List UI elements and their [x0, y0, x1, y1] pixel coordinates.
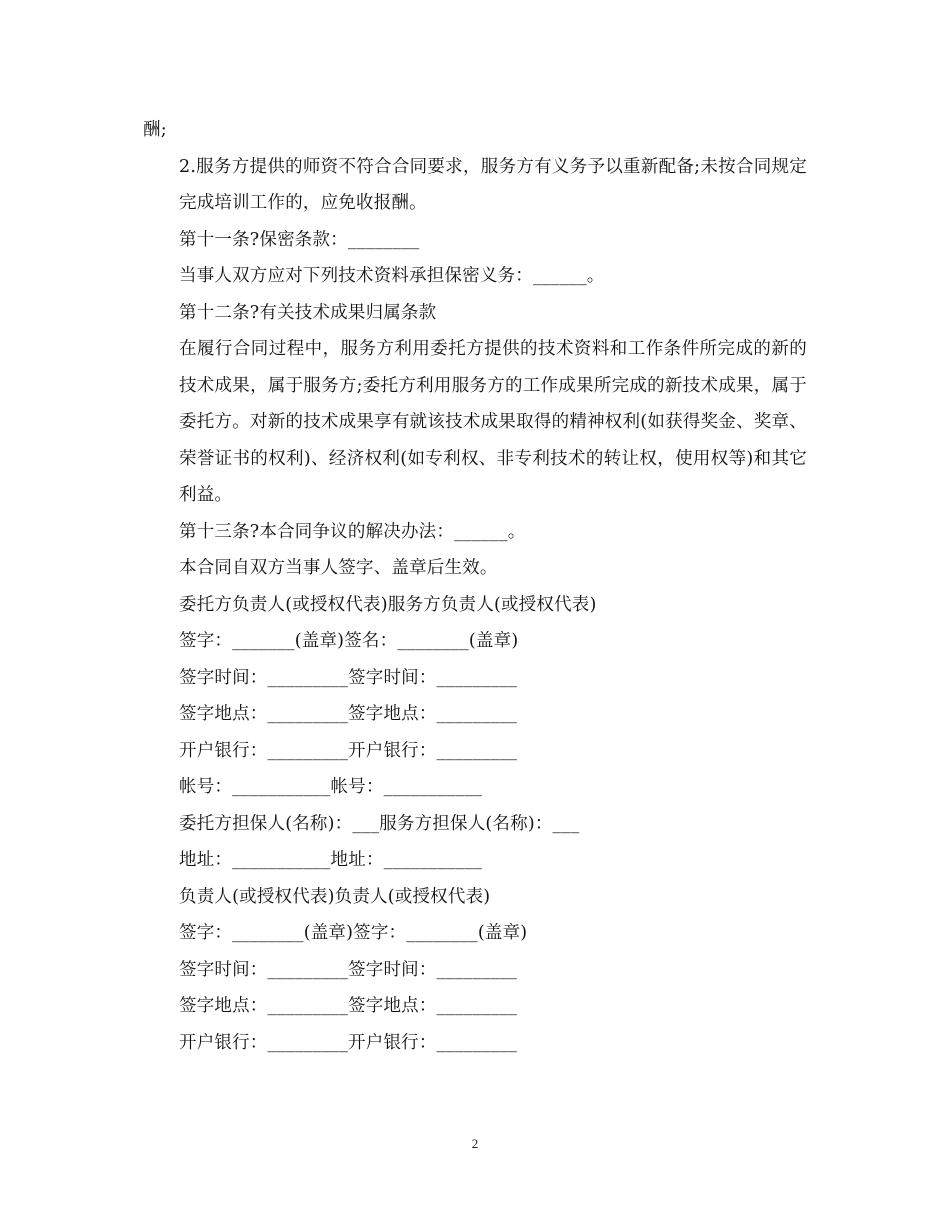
address-line: 地址：___________地址：___________: [179, 850, 483, 870]
article-11-heading: 第十一条?保密条款：________: [179, 229, 420, 250]
paragraph-tech-ownership: 在履行合同过程中，服务方利用委托方提供的技术资料和工作条件所完成的新的技术成果，属于服务方;委托方利用服务方的工作成果所完成的新技术成果，属于委托方。对新的技术成果享有就该技术成果取得的精神权利(如获得奖金、奖章、荣誉证书的权利)、经济权利(如专利权、非专利技术的转让权，使用权等)和其它利益。: [179, 339, 807, 505]
guarantor-signature-line: 签字：________(盖章)签字：________(盖章): [179, 923, 528, 943]
paragraph-service-teachers: 2.服务方提供的师资不符合合同要求，服务方有义务予以重新配备;未按合同规定完成培训工作的，应免收报酬。: [179, 156, 807, 213]
guarantor-signature-time-line: 签字时间：_________签字时间：_________: [179, 959, 518, 980]
effective-clause: 本合同自双方当事人签字、盖章后生效。: [179, 558, 498, 578]
signature-time-line: 签字时间：_________签字时间：_________: [179, 667, 518, 688]
signature-place-line: 签字地点：_________签字地点：_________: [179, 704, 518, 724]
document-body: [143, 112, 807, 1061]
text-line-continuation: 酬;: [143, 120, 167, 140]
account-line: 帐号：___________帐号：___________: [179, 777, 483, 797]
confidentiality-clause: 当事人双方应对下列技术资料承担保密义务：______。: [179, 266, 605, 286]
guarantor-signature-place-line: 签字地点：_________签字地点：_________: [179, 996, 518, 1016]
bank-line: 开户银行：_________开户银行：_________: [179, 740, 518, 761]
signatory-header: 委托方负责人(或授权代表)服务方负责人(或授权代表): [179, 594, 597, 615]
article-13-heading: 第十三条?本合同争议的解决办法：______。: [179, 521, 526, 542]
page-number: 2: [471, 1136, 479, 1151]
signature-line: 签字：_______(盖章)签名：________(盖章): [179, 631, 519, 651]
article-12-heading: 第十二条?有关技术成果归属条款: [179, 302, 437, 323]
guarantor-bank-line: 开户银行：_________开户银行：_________: [179, 1032, 518, 1053]
guarantor-line: 委托方担保人(名称)：___服务方担保人(名称)：___: [179, 813, 580, 834]
guarantor-rep-header: 负责人(或授权代表)负责人(或授权代表): [179, 886, 491, 907]
